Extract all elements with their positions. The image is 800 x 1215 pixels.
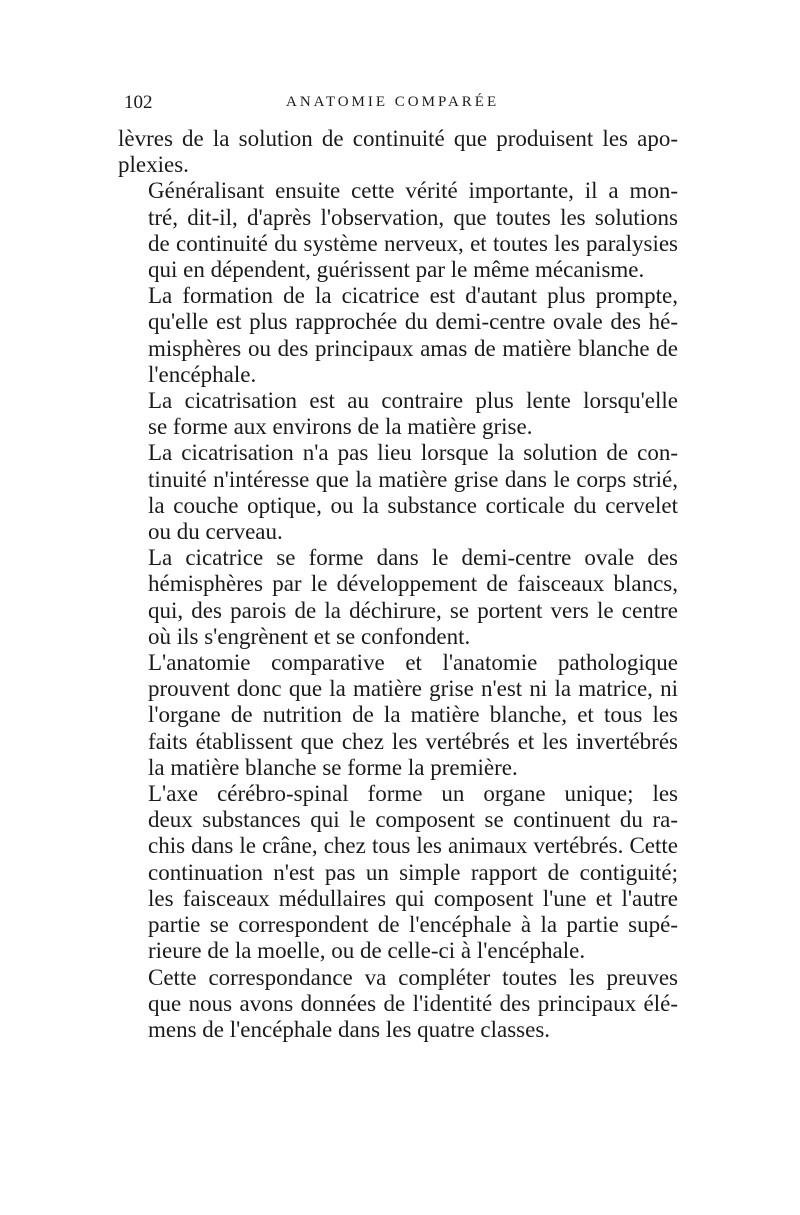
text-line: La formation de la cicatrice est d'autant plus prompte, xyxy=(148,283,678,309)
paragraph xyxy=(118,126,678,178)
text-line: mens de l'encéphale dans les quatre classes. xyxy=(148,1016,551,1042)
text-line: se forme aux environs de la matière grise. xyxy=(148,414,533,440)
text-line: Généralisant ensuite cette vérité importante, il a mon- xyxy=(148,178,678,204)
paragraph xyxy=(118,283,678,388)
text-line: L'anatomie comparative et l'anatomie pathologique xyxy=(148,650,678,676)
text-line: l'encéphale. xyxy=(148,361,257,387)
text-line: la couche optique, ou la substance corticale du cervelet xyxy=(148,492,678,518)
text-line: qui, des parois de la déchirure, se portent vers le centre xyxy=(148,597,678,623)
text-line: faits établissent que chez les vertébrés et les invertébrés xyxy=(148,728,678,754)
text-line: lèvres de la solution de continuité que produisent les apo- xyxy=(118,126,678,151)
text-line: La cicatrisation n'a pas lieu lorsque la solution de con- xyxy=(148,440,678,466)
text-line: qui en dépendent, guérissent par le même mécanisme. xyxy=(148,257,645,283)
text-line: tinuité n'intéresse que la matière grise dans le corps strié, xyxy=(148,466,678,492)
text-line: tré, dit-il, d'après l'observation, que toutes les solutions xyxy=(148,204,678,230)
text-line: qu'elle est plus rapprochée du demi-centre ovale des hé- xyxy=(148,309,678,335)
paragraph xyxy=(118,965,678,1044)
text-line: hémisphères par le développement de faisceaux blancs, xyxy=(148,571,678,597)
paragraph xyxy=(118,781,678,964)
running-head: ANATOMIE COMPARÉE xyxy=(286,94,500,110)
text-line: où ils s'engrènent et se confondent. xyxy=(148,623,471,649)
text-line: plexies. xyxy=(118,152,189,178)
paragraph xyxy=(118,650,678,781)
text-line: ou du cerveau. xyxy=(148,519,283,545)
text-line: L'axe cérébro-spinal forme un organe unique; les xyxy=(148,781,678,807)
paragraph xyxy=(118,178,678,283)
text-line: La cicatrice se forme dans le demi-centre ovale des xyxy=(148,545,678,571)
text-line: la matière blanche se forme la première. xyxy=(148,754,518,780)
paragraph xyxy=(118,545,678,650)
text-line: prouvent donc que la matière grise n'est ni la matrice, ni xyxy=(148,676,678,702)
book-page xyxy=(118,92,678,1043)
text-line: les faisceaux médullaires qui composent l'une et l'autre xyxy=(148,885,678,911)
text-line: partie se correspondent de l'encéphale à la partie supé- xyxy=(148,912,678,938)
text-line: l'organe de nutrition de la matière blanche, et tous les xyxy=(148,702,678,728)
body-text xyxy=(118,126,678,1043)
text-line: La cicatrisation est au contraire plus lente lorsqu'elle xyxy=(148,388,678,414)
text-line: deux substances qui le composent se continuent du ra- xyxy=(148,807,678,833)
paragraph xyxy=(118,388,678,440)
page-number: 102 xyxy=(124,92,153,113)
text-line: chis dans le crâne, chez tous les animaux vertébrés. Cette xyxy=(148,833,678,859)
text-line: continuation n'est pas un simple rapport de contiguité; xyxy=(148,859,678,885)
page-header xyxy=(118,92,678,122)
text-line: Cette correspondance va compléter toutes les preuves xyxy=(148,964,678,990)
text-line: de continuité du système nerveux, et toutes les paralysies xyxy=(148,230,678,256)
text-line: que nous avons données de l'identité des principaux élé- xyxy=(148,990,678,1016)
text-line: misphères ou des principaux amas de matière blanche de xyxy=(148,335,678,361)
text-line: rieure de la moelle, ou de celle-ci à l'encéphale. xyxy=(148,938,586,964)
paragraph xyxy=(118,440,678,545)
